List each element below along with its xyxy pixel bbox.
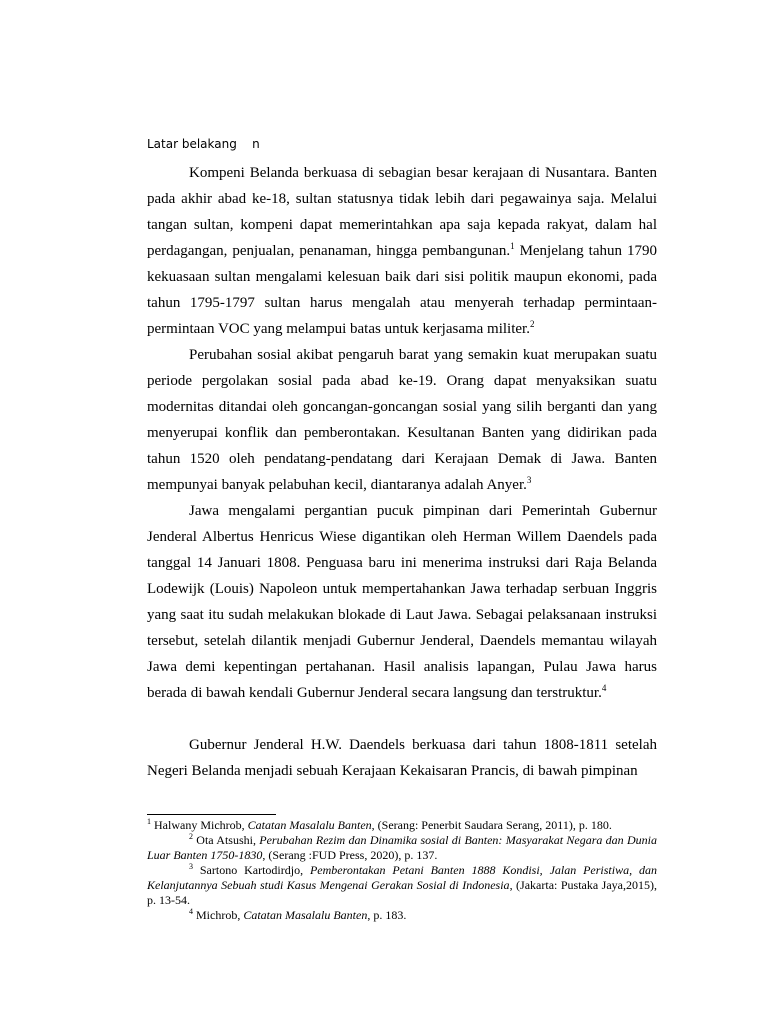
footnote bbox=[147, 863, 657, 908]
footnote bbox=[147, 833, 657, 863]
text-run: Menjelang tahun 1790 kekuasaan sultan mengalami kelesuan baik dari sisi politik maupun ekonomi, pada tahun 1795-1797 sultan harus mengalah atau menyerah terhadap permintaan-permintaan VOC yang melampui batas untuk kerjasama militer. bbox=[147, 243, 657, 337]
body-text bbox=[147, 160, 657, 784]
text-run: Halwany Michrob, bbox=[151, 818, 248, 832]
cited-title: Pemberontakan Petani Banten 1888 Kondisi, Jalan Peristiwa, dan Kelanjutannya Sebuah studi Kasus Mengenai Gerakan Sosial di Indonesia bbox=[147, 863, 657, 892]
paragraph bbox=[147, 732, 657, 784]
text-run: Gubernur Jenderal H.W. Daendels berkuasa dari tahun 1808-1811 setelah Negeri Belanda menjadi sebuah Kerajaan Kekaisaran Prancis, di bawah pimpinan bbox=[147, 737, 657, 779]
footnote-reference: 2 bbox=[529, 319, 535, 329]
footnote-marker: 1 bbox=[147, 817, 151, 826]
text-run: Sartono Kartodirdjo, bbox=[193, 863, 310, 877]
footnote-marker: 3 bbox=[189, 862, 193, 871]
paragraph bbox=[147, 498, 657, 706]
footnote-reference: 1 bbox=[510, 241, 515, 251]
text-run: Perubahan sosial akibat pengaruh barat yang semakin kuat merupakan suatu periode pergolakan sosial pada abad ke-19. Orang dapat menyaksikan suatu modernitas ditandai oleh goncangan-goncangan sosial yang silih berganti dan yang menyerupai konflik dan pemberontakan. Kesultanan Banten yang didirikan pada tahun 1520 oleh pendatang-pendatang dari Kerajaan Demak di Jawa. Banten mempunyai banyak pelabuhan kecil, diantaranya adalah Anyer. bbox=[147, 347, 657, 493]
text-run: Michrob, bbox=[193, 908, 244, 922]
footnotes bbox=[147, 818, 657, 923]
paragraph bbox=[147, 342, 657, 498]
cited-title: Catatan Masalalu Banten bbox=[247, 818, 372, 832]
text-run: , p. 183. bbox=[367, 908, 407, 922]
text-run: Jawa mengalami pergantian pucuk pimpinan dari Pemerintah Gubernur Jenderal Albertus Henricus Wiese digantikan oleh Herman Willem Daendels pada tanggal 14 Januari 1808. Penguasa baru ini menerima instruksi dari Raja Belanda Lodewijk (Louis) Napoleon untuk mempertahankan Jawa terhadap serbuan Inggris yang saat itu sudah melakukan blokade di Laut Jawa. Sebagai pelaksanaan instruksi tersebut, setelah dilantik menjadi Gubernur Jenderal, Daendels memantau wilayah Jawa demi kepentingan pertahanan. Hasil analisis lapangan, Pulau Jawa harus berada di bawah kendali Gubernur Jenderal secara langsung dan terstruktur. bbox=[147, 503, 657, 701]
footnote-separator bbox=[147, 814, 276, 815]
footnote bbox=[147, 818, 657, 833]
text-run: Kompeni Belanda berkuasa di sebagian besar kerajaan di Nusantara. Banten pada akhir abad ke-18, sultan statusnya tidak lebih dari pegawainya saja. Melalui tangan sultan, kompeni dapat memerintahkan apa saja kepada rakyat, dalam hal perdagangan, penjualan, penanaman, hingga pembangunan. bbox=[147, 165, 657, 259]
footnote-reference: 3 bbox=[526, 475, 532, 485]
section-heading: Latar belakang n bbox=[147, 137, 260, 151]
text-run: , (Serang :FUD Press, 2020), p. 137. bbox=[262, 848, 438, 862]
cited-title: Perubahan Rezim dan Dinamika sosial di Banten: Masyarakat Negara dan Dunia Luar Banten 1750-1830 bbox=[147, 833, 657, 862]
footnote-marker: 2 bbox=[189, 832, 193, 841]
text-run: , (Jakarta: Pustaka Jaya,2015), p. 13-54. bbox=[147, 878, 657, 907]
cited-title: Catatan Masalalu Banten bbox=[243, 908, 368, 922]
text-run: Ota Atsushi, bbox=[193, 833, 260, 847]
paragraph bbox=[147, 160, 657, 342]
text-run: , (Serang: Penerbit Saudara Serang, 2011), p. 180. bbox=[371, 818, 612, 832]
footnote bbox=[147, 908, 657, 923]
footnote-marker: 4 bbox=[189, 907, 193, 916]
footnote-reference: 4 bbox=[601, 683, 607, 693]
